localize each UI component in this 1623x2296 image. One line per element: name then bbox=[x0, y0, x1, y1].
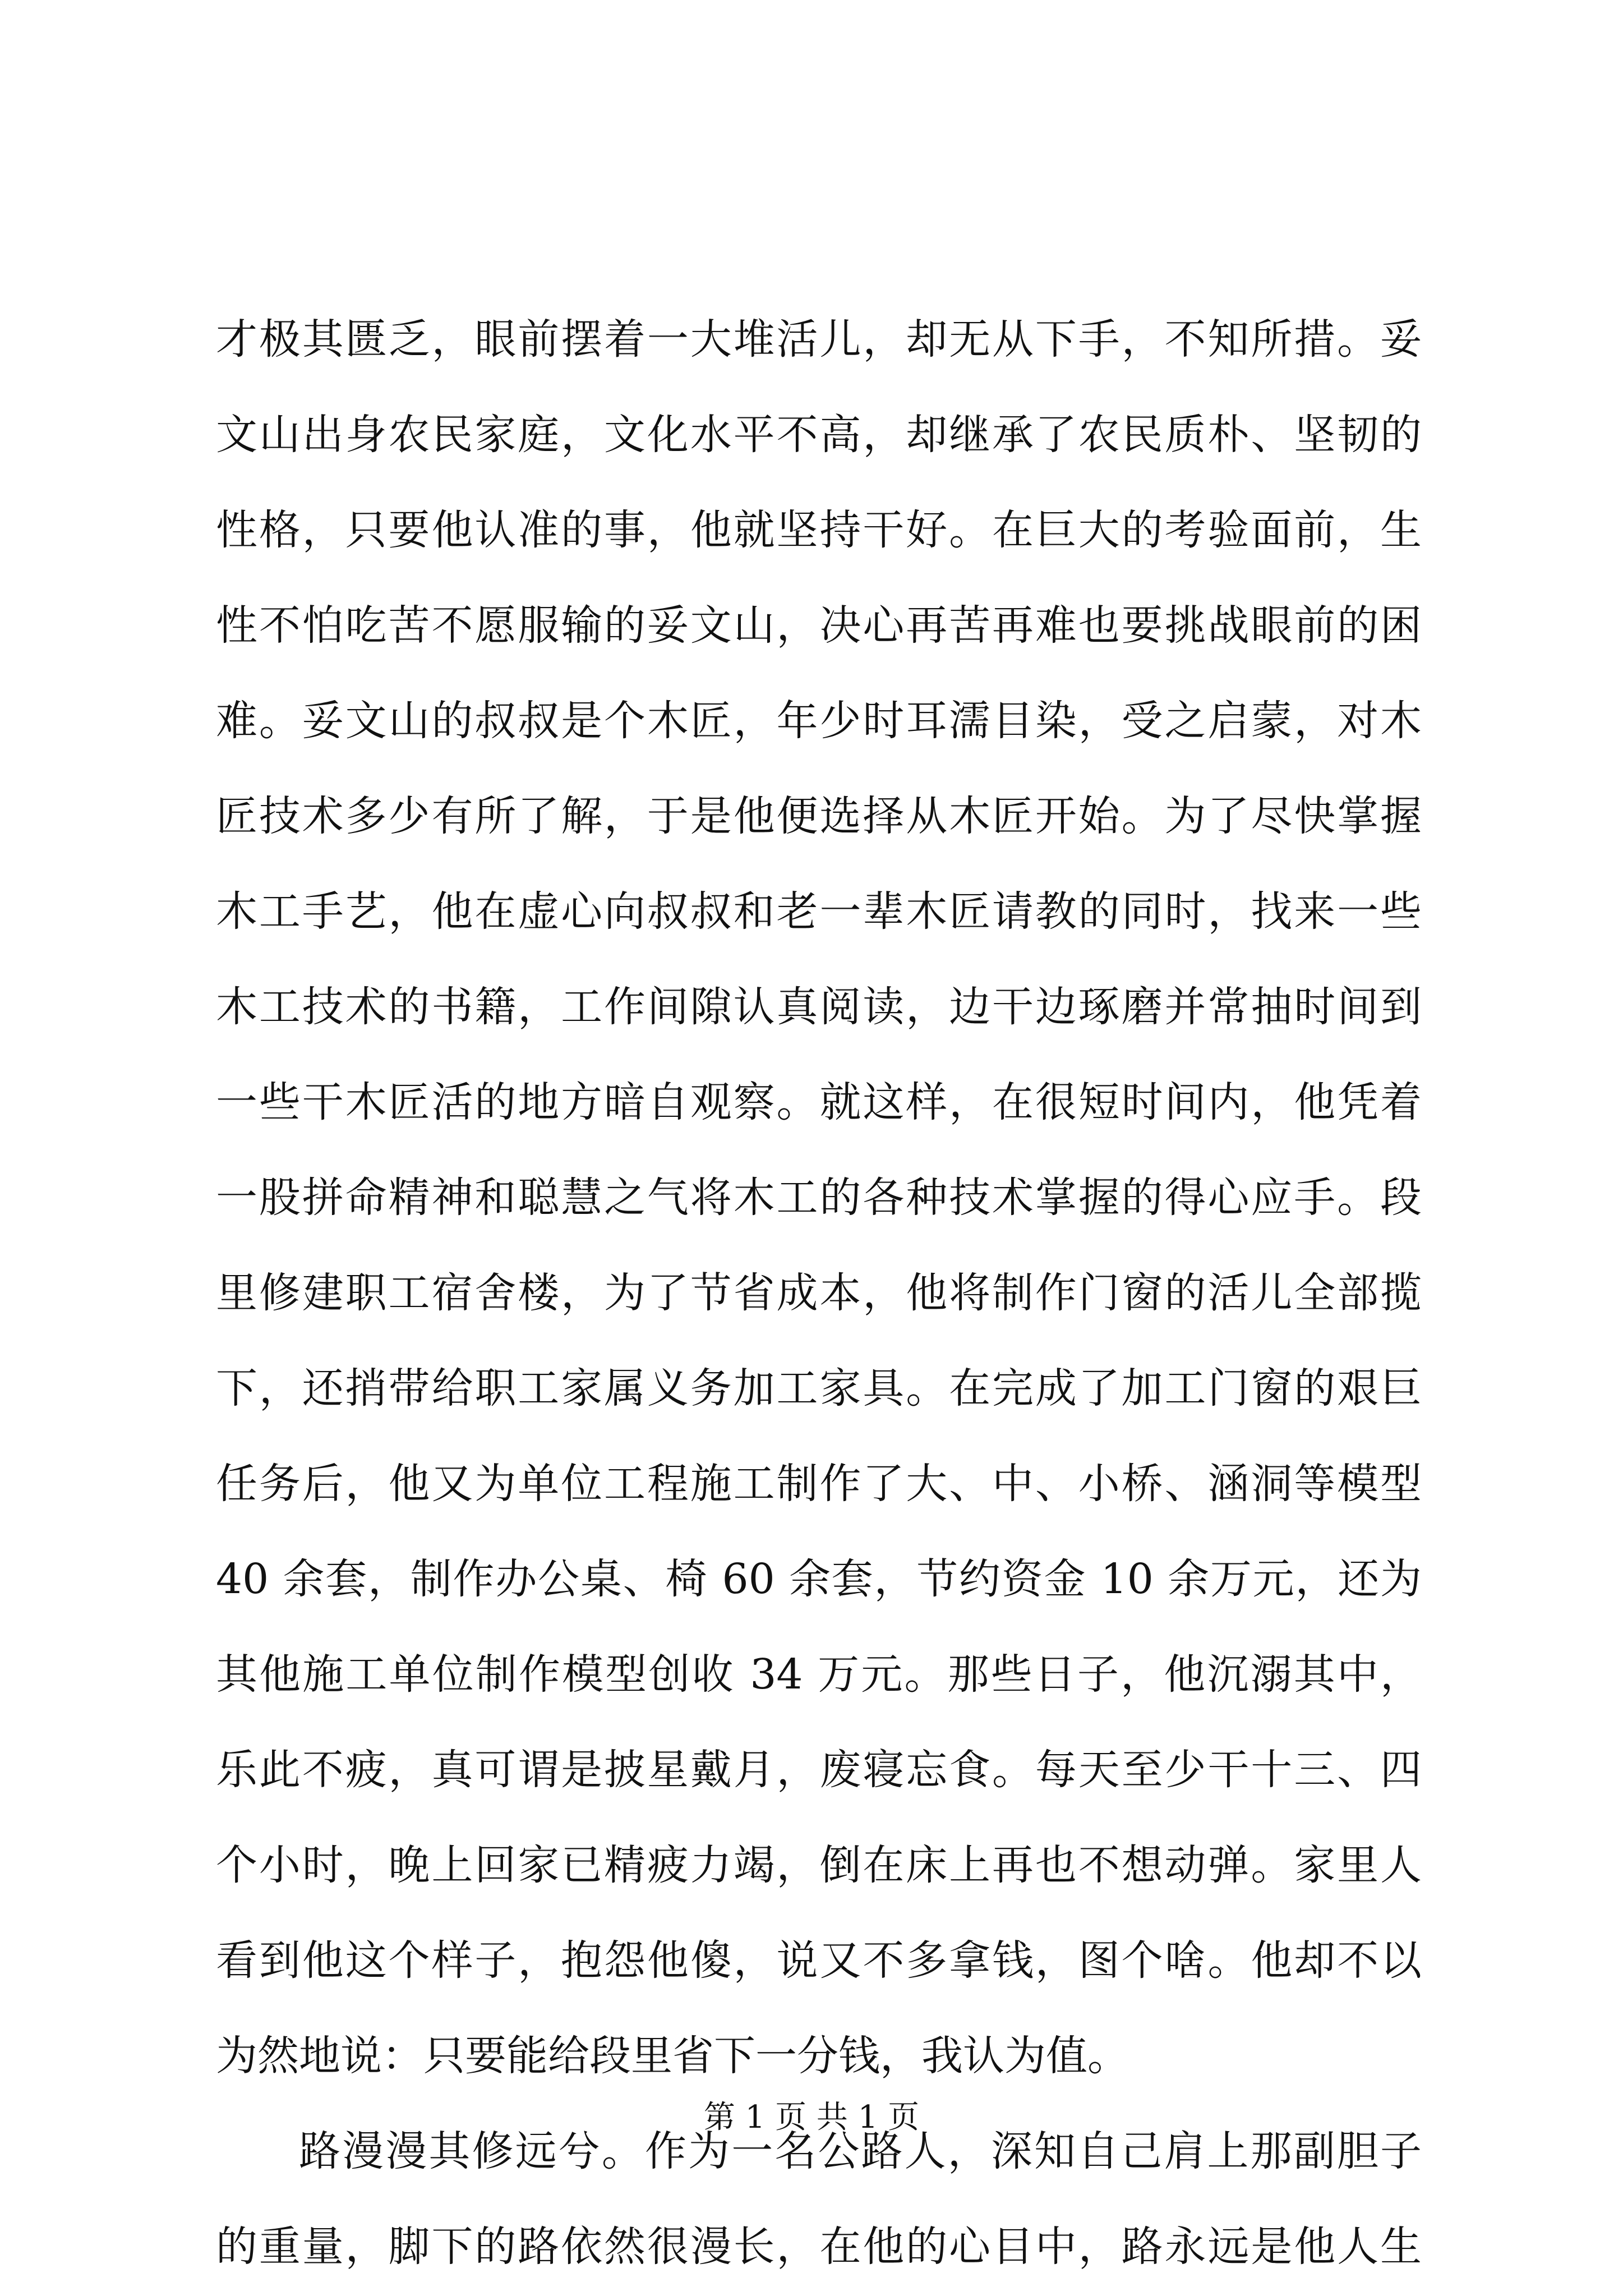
text-line: 一些干木匠活的地方暗自观察。就这样，在很短时间内，他凭着 bbox=[216, 1078, 1422, 1126]
text-line: 路漫漫其修远兮。作为一名公路人，深知自己肩上那副胆子 bbox=[299, 2127, 1422, 2175]
text-line: 下，还捎带给职工家属义务加工家具。在完成了加工门窗的艰巨 bbox=[216, 1364, 1422, 1412]
body-text bbox=[216, 292, 1422, 2294]
paragraph-1 bbox=[216, 292, 1422, 2104]
page-footer bbox=[0, 2095, 1623, 2140]
text-line: 难。妥文山的叔叔是个木匠，年少时耳濡目染，受之启蒙，对木 bbox=[216, 697, 1422, 745]
text-line: 个小时，晚上回家已精疲力竭，倒在床上再也不想动弹。家里人 bbox=[216, 1841, 1422, 1889]
text-line: 性不怕吃苦不愿服输的妥文山，决心再苦再难也要挑战眼前的困 bbox=[216, 601, 1422, 650]
text-line: 任务后，他又为单位工程施工制作了大、中、小桥、涵洞等模型 bbox=[216, 1460, 1422, 1508]
text-line: 木工技术的书籍，工作间隙认真阅读，边干边琢磨并常抽时间到 bbox=[216, 983, 1422, 1031]
page-number: 第 1 页 共 1 页 bbox=[703, 2099, 920, 2136]
text-line: 文山出身农民家庭，文化水平不高，却继承了农民质朴、坚韧的 bbox=[216, 411, 1422, 459]
text-line: 乐此不疲，真可谓是披星戴月，废寝忘食。每天至少干十三、四 bbox=[216, 1746, 1422, 1794]
text-line: 木工手艺，他在虚心向叔叔和老一辈木匠请教的同时，找来一些 bbox=[216, 887, 1422, 936]
text-line: 才极其匮乏，眼前摆着一大堆活儿，却无从下手，不知所措。妥 bbox=[216, 315, 1422, 364]
text-line: 性格，只要他认准的事，他就坚持干好。在巨大的考验面前，生 bbox=[216, 506, 1422, 554]
text-line: 看到他这个样子，抱怨他傻，说又不多拿钱，图个啥。他却不以 bbox=[216, 1936, 1422, 1985]
text-line: 40 余套，制作办公桌、椅 60 余套，节约资金 10 余万元，还为 bbox=[216, 1555, 1422, 1603]
text-line: 其他施工单位制作模型创收 34 万元。那些日子，他沉溺其中， bbox=[216, 1650, 1422, 1699]
text-line: 一股拼命精神和聪慧之气将木工的各种技术掌握的得心应手。段 bbox=[216, 1174, 1422, 1222]
text-line: 匠技术多少有所了解，于是他便选择从木匠开始。为了尽快掌握 bbox=[216, 792, 1422, 840]
text-line: 里修建职工宿舍楼，为了节省成本，他将制作门窗的活儿全部揽 bbox=[216, 1269, 1422, 1317]
text-line: 的重量，脚下的路依然很漫长，在他的心目中，路永远是他人生 bbox=[216, 2223, 1422, 2271]
text-line: 为然地说：只要能给段里省下一分钱，我认为值。 bbox=[216, 2032, 1129, 2080]
